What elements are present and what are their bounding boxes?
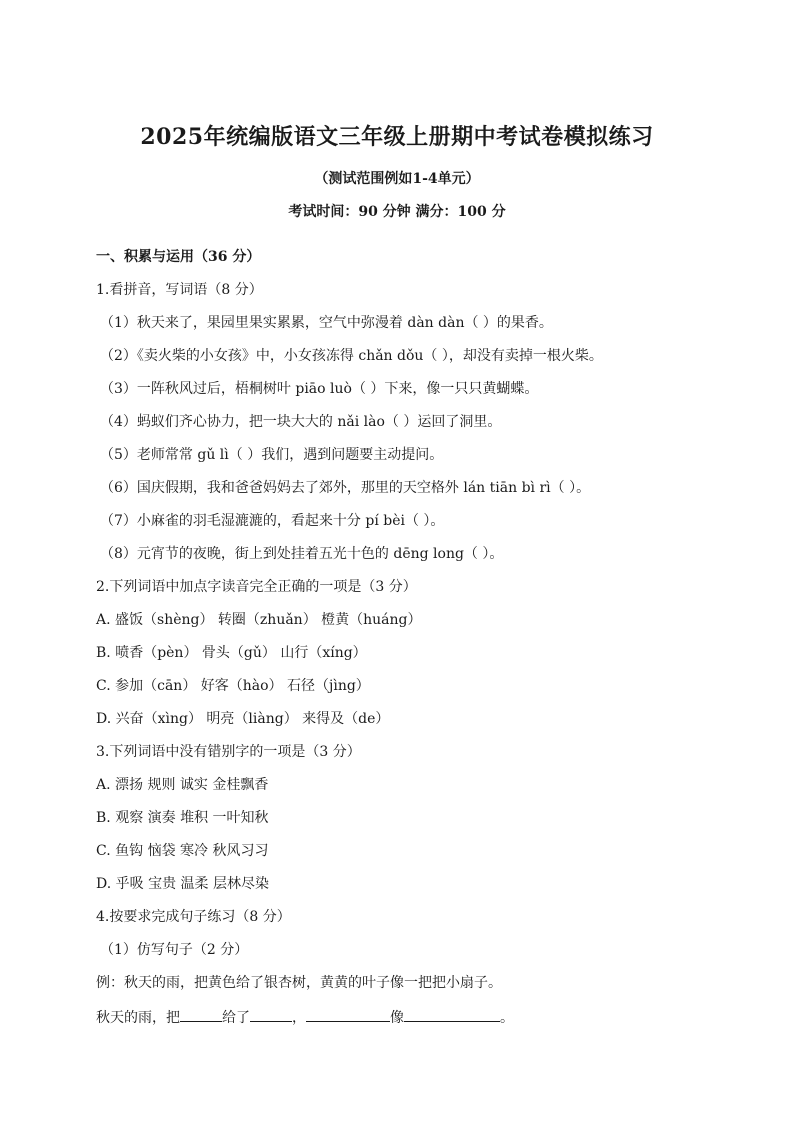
answer-blank[interactable]	[404, 1005, 500, 1022]
question-1-item: （6）国庆假期，我和爸爸妈妈去了郊外，那里的天空格外 lán tiān bì rì（ ）。	[100, 480, 591, 496]
exam-title: 2025年统编版语文三年级上册期中考试卷模拟练习	[140, 124, 654, 150]
fill-text: 秋天的雨，把	[96, 1010, 180, 1026]
question-1-item: （5）老师常常 gǔ lì（ ）我们，遇到问题要主动提问。	[100, 447, 444, 463]
fill-text: ，	[292, 1010, 306, 1026]
answer-blank[interactable]	[250, 1005, 292, 1022]
question-3-title: 3.下列词语中没有错别字的一项是（3 分）	[96, 744, 361, 760]
exam-time-and-score: 考试时间：90 分钟 满分：100 分	[288, 204, 506, 220]
fill-text: 给了	[222, 1010, 250, 1026]
fill-text: 像	[390, 1010, 404, 1026]
question-1-item: （8）元宵节的夜晚，街上到处挂着五光十色的 dēng long（ ）。	[100, 546, 504, 562]
question-1-item: （4）蚂蚁们齐心协力，把一块大大的 nǎi lào（ ）运回了洞里。	[100, 414, 502, 430]
question-3-option: C. 鱼钩 恼袋 寒冷 秋风习习	[96, 843, 269, 859]
question-1-item: （1）秋天来了，果园里果实累累，空气中弥漫着 dàn dàn（ ）的果香。	[100, 315, 553, 331]
question-2-title: 2.下列词语中加点字读音完全正确的一项是（3 分）	[96, 579, 417, 595]
question-1-item: （2）《卖火柴的小女孩》中，小女孩冻得 chǎn dǒu（ ），却没有卖掉一根火柴。	[100, 348, 603, 364]
question-2-option: D. 兴奋（xìng） 明亮（liàng） 来得及（de）	[96, 711, 390, 727]
question-3-option: D. 乎吸 宝贵 温柔 层林尽染	[96, 876, 269, 892]
question-3-option: B. 观察 演奏 堆积 一叶知秋	[96, 810, 269, 826]
question-1-item: （7）小麻雀的羽毛湿漉漉的，看起来十分 pí bèi（ ）。	[100, 513, 445, 529]
question-1-item: （3）一阵秋风过后，梧桐树叶 piāo luò（ ）下来，像一只只黄蝴蝶。	[100, 381, 539, 397]
question-1-title: 1.看拼音，写词语（8 分）	[96, 282, 263, 298]
answer-blank[interactable]	[180, 1005, 222, 1022]
question-2-option: A. 盛饭（shèng） 转圈（zhuǎn） 橙黄（huáng）	[96, 612, 422, 628]
question-4-example: 例：秋天的雨，把黄色给了银杏树，黄黄的叶子像一把把小扇子。	[96, 975, 502, 991]
question-4-title: 4.按要求完成句子练习（8 分）	[96, 909, 291, 925]
fill-text: 。	[500, 1010, 514, 1026]
question-3-option: A. 漂扬 规则 诚实 金桂飘香	[96, 777, 269, 793]
question-2-option: C. 参加（cān） 好客（hào） 石径（jìng）	[96, 678, 370, 694]
section-heading: 一、积累与运用（36 分）	[96, 249, 261, 265]
question-4-part-1-title: （1）仿写句子（2 分）	[100, 942, 249, 958]
question-2-option: B. 喷香（pèn） 骨头（gǔ） 山行（xíng）	[96, 645, 367, 661]
exam-scope: （测试范围例如1-4单元）	[314, 171, 480, 187]
exam-content	[96, 246, 746, 1038]
question-4-fill-sentence	[96, 1005, 746, 1038]
answer-blank[interactable]	[306, 1005, 390, 1022]
